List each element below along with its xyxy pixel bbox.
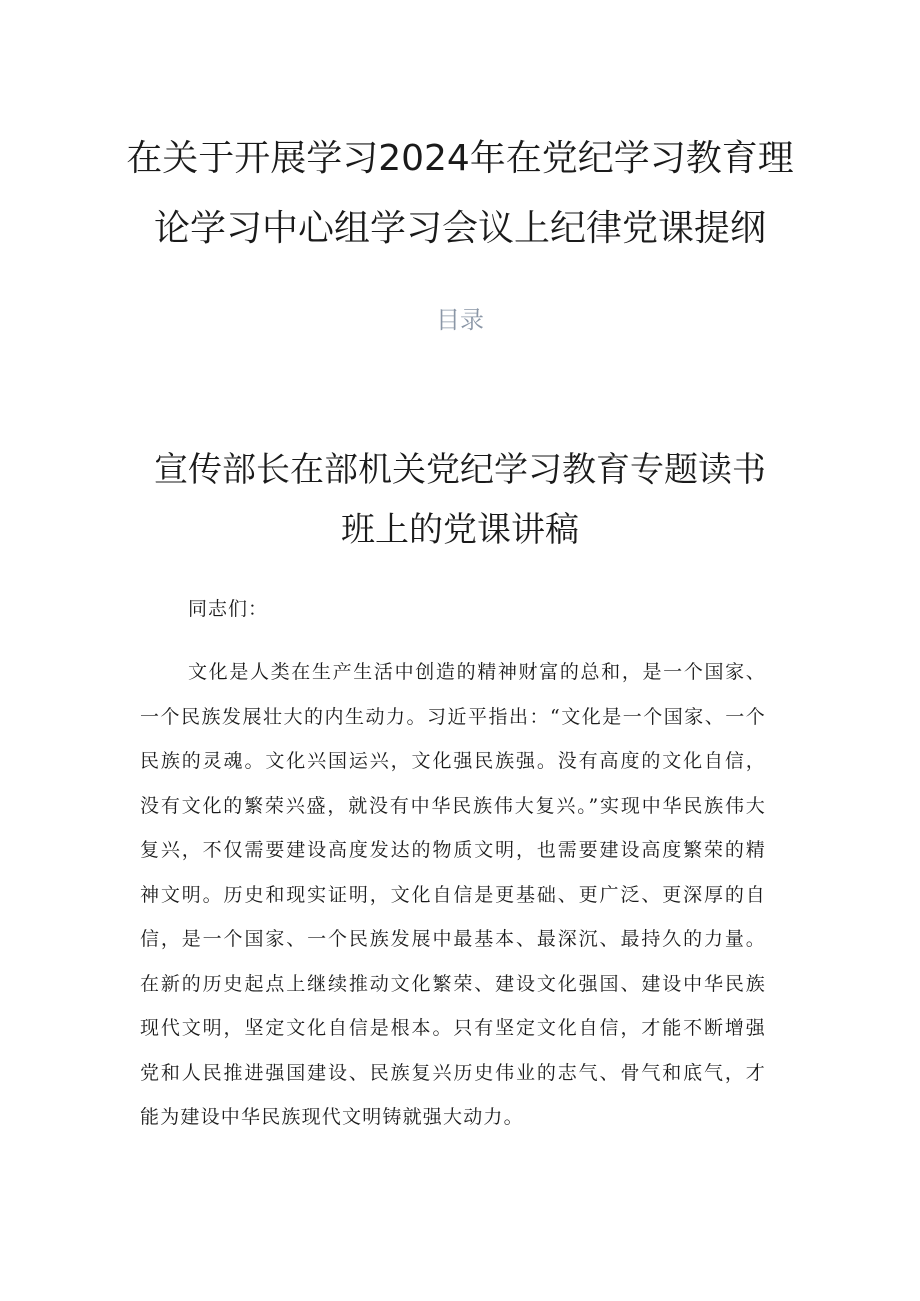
body-paragraph: 文化是人类在生产生活中创造的精神财富的总和，是一个国家、一个民族发展壮大的内生动力。习近平指出：“文化是一个国家、一个民族的灵魂。文化兴国运兴，文化强民族强。没有高度的文化自信，没有文化的繁荣兴盛，就没有中华民族伟大复兴。”实现中华民族伟大复兴，不仅需要建设高度发达的物质文明，也需要建设高度繁荣的精神文明。历史和现实证明，文化自信是更基础、更广泛、更深厚的自信，是一个国家、一个民族发展中最基本、最深沉、最持久的力量。在新的历史起点上继续推动文化繁荣、建设文化强国、建设中华民族现代文明，坚定文化自信是根本。只有坚定文化自信，才能不断增强党和人民推进强国建设、民族复兴历史伟业的志气、骨气和底气，才能为建设中华民族现代文明铸就强大动力。 — [140, 661, 766, 1128]
speech-title-line-2: 班上的党课讲稿 — [341, 510, 579, 550]
table-of-contents-heading[interactable]: 目录 — [436, 306, 484, 334]
speech-title-line-1: 宣传部长在部机关党纪学习教育专题读书 — [154, 450, 766, 490]
document-title-line-2: 论学习中心组学习会议上纪律党课提纲 — [153, 208, 766, 249]
document-title-line-1: 在关于开展学习2024年在党纪学习教育理 — [126, 138, 794, 179]
salutation: 同志们： — [188, 598, 269, 620]
